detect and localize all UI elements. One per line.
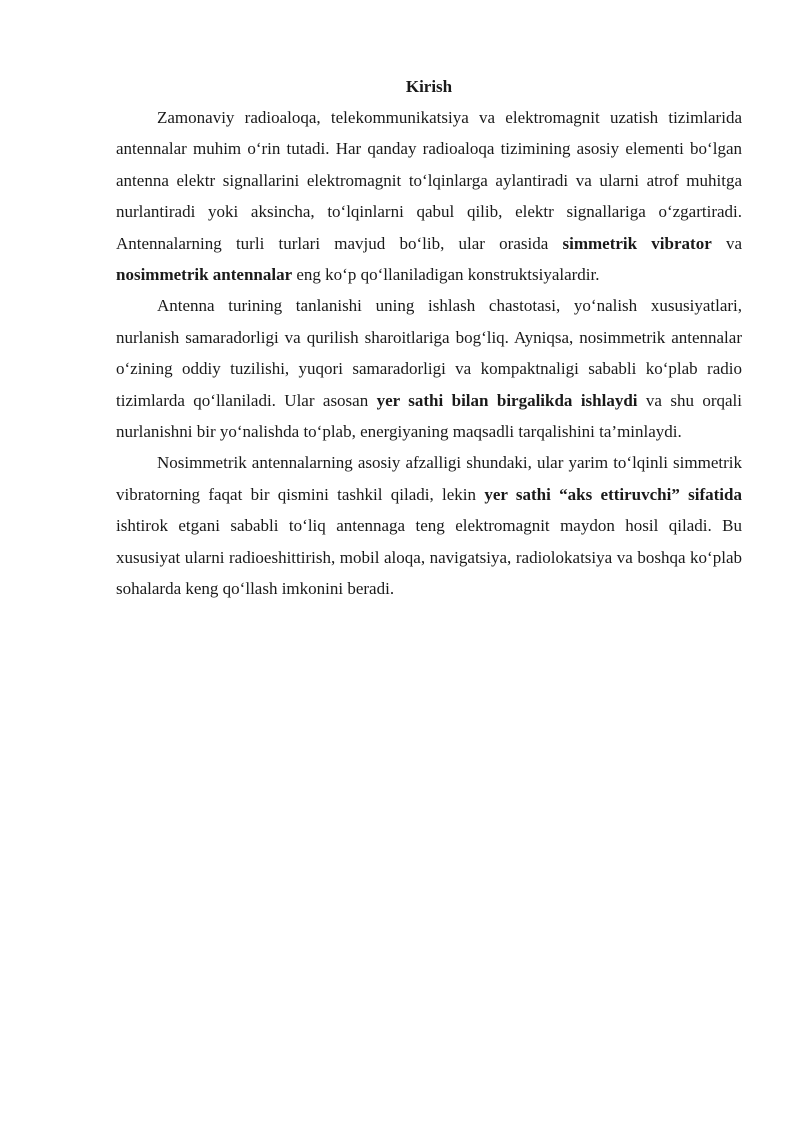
text-run: eng ko‘p qo‘llaniladigan konstruktsiyalardir. [292,265,600,285]
text-run: va [711,233,743,253]
bold-term-asymmetric-antennas: nosimmetrik antennalar [116,265,293,285]
document-title: Kirish [405,77,453,96]
bold-term-symmetric-vibrator: simmetrik vibrator [562,233,712,253]
bold-term-reflector: yer sathi “aks ettiruvchi” sifatida [484,484,742,504]
text-run: ishtirok etgani sababli to‘liq antennaga teng elektromagnit maydon hosil qiladi. Bu xususiyat ularni radioeshittirish, mobil aloqa, navigatsiya, radiolokatsiya va boshqa ko‘plab sohalarda keng qo‘llash imkonini beradi. [116,516,742,599]
paragraph-antenna-choice [116,290,742,447]
bold-term-ground-plane: yer sathi bilan birgalikda ishlaydi [376,390,638,410]
text-run: Nosimmetrik antennalarning asosiy afzalligi shundaki, ular yarim to‘lqinli simmetrik vibratorning faqat bir qismini tashkil qiladi, lekin [116,453,742,504]
text-run: Antenna turining tanlanishi uning ishlash chastotasi, yo‘nalish xususiyatlari, nurlanish samaradorligi va qurilish sharoitlariga bog‘liq. Ayniqsa, nosimmetrik antennalar o‘zining oddiy tuzilishi, yuqori samaradorligi va kompaktnaligi sababli ko‘plab radio tizimlarda qo‘llaniladi. Ular asosan [116,296,742,410]
paragraph-advantages [116,447,742,604]
text-run: Zamonaviy radioaloqa, telekommunikatsiya va elektromagnit uzatish tizimlarida antennalar muhim o‘rin tutadi. Har qanday radioaloqa tizimining asosiy elementi bo‘lgan antenna elektr signallarini elektromagnit to‘lqinlarga aylantiradi va ularni atrof muhitga nurlantiradi yoki aksincha, to‘lqinlarni qabul qilib, elektr signallariga o‘zgartiradi. Antennalarning turli turlari mavjud bo‘lib, ular orasida [116,108,742,253]
document-page [116,72,742,605]
paragraph-intro [116,102,742,290]
text-run: va shu orqali nurlanishni bir yo‘nalishda to‘plab, energiyaning maqsadli tarqalishini ta’minlaydi. [116,390,743,442]
